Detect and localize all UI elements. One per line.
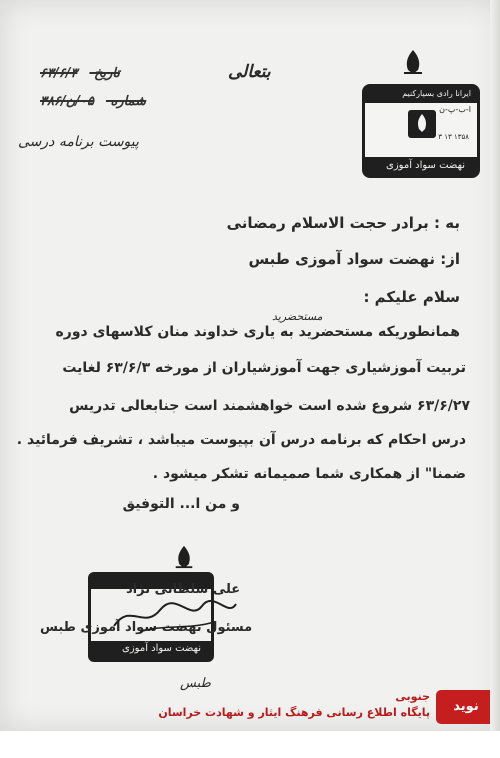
greeting-line: سلام علیکم : bbox=[363, 288, 460, 306]
stamp-top-band bbox=[365, 87, 477, 103]
number-value: ۰۵/ن/۳۸۶ bbox=[40, 94, 94, 109]
body-line-4: درس احکام که برنامه درس آن بپیوست میباشد ، تشریف فرمائید . bbox=[16, 432, 466, 448]
stamp-bottom-band bbox=[365, 157, 477, 175]
place-name: طبس bbox=[180, 676, 211, 691]
body-line-1: همانطوریکه مستحضرید به یاری خداوند منان کلاسهای دوره bbox=[55, 324, 460, 340]
handwritten-signature-icon bbox=[110, 596, 240, 636]
stamp-code: ا-ب-پ-ن bbox=[439, 105, 471, 114]
stamp-year: ۱۳۵۸ ۱۳ ۳ bbox=[438, 133, 469, 141]
inserted-word: مستحضرید bbox=[272, 310, 323, 323]
signature-stamp-footer: نهضت سواد آموزی bbox=[122, 643, 201, 654]
signature-stamp-bottom-band bbox=[91, 641, 211, 659]
sender-line: از: نهضت سواد آموزی طبس bbox=[248, 250, 460, 268]
body-line-5: ضمنا" از همکاری شما صمیمانه تشکر میشود . bbox=[152, 466, 466, 482]
signatory-name: علی سلطانی نژاد bbox=[126, 582, 241, 597]
number-line bbox=[40, 94, 146, 109]
recipient-line: به : برادر حجت الاسلام رمضانی bbox=[226, 214, 460, 232]
signatory-title: مسئول نهضت سواد آموزی طبس bbox=[40, 620, 253, 635]
number-label: شماره bbox=[110, 94, 146, 109]
bismillah-heading: بتعالی bbox=[228, 62, 271, 82]
date-label: تاریخ bbox=[93, 66, 120, 81]
body-line-2: تربیت آموزشیاری جهت آموزشیاران از مورخه ۶۳/۶/۳ لغایت bbox=[62, 360, 466, 376]
watermark-logo: نوید شاهد bbox=[436, 690, 496, 724]
stamp-emblem-icon bbox=[407, 109, 437, 139]
stamp-footer-text: نهضت سواد آموزی bbox=[386, 160, 465, 171]
date-value: ۶۳/۶/۳ bbox=[40, 66, 78, 81]
iran-emblem-icon bbox=[400, 48, 426, 76]
organization-stamp bbox=[362, 84, 480, 178]
signature-emblem-icon bbox=[172, 544, 196, 570]
date-line bbox=[40, 66, 120, 81]
site-watermark bbox=[158, 690, 496, 748]
watermark-line-2: پایگاه اطلاع رسانی فرهنگ ایثار و شهادت خراسان bbox=[158, 706, 430, 719]
watermark-line-1: جنوبی bbox=[395, 690, 430, 703]
stamp-header-text: ایرانا رادی بسیارکنیم bbox=[402, 89, 471, 98]
attachment-line: پیوست برنامه درسی bbox=[18, 134, 139, 150]
closing-line: و من ا... التوفیق bbox=[122, 496, 240, 512]
body-line-3: ۶۳/۶/۲۷ شروع شده است خواهشمند است جنابعالی تدریس bbox=[69, 398, 470, 414]
